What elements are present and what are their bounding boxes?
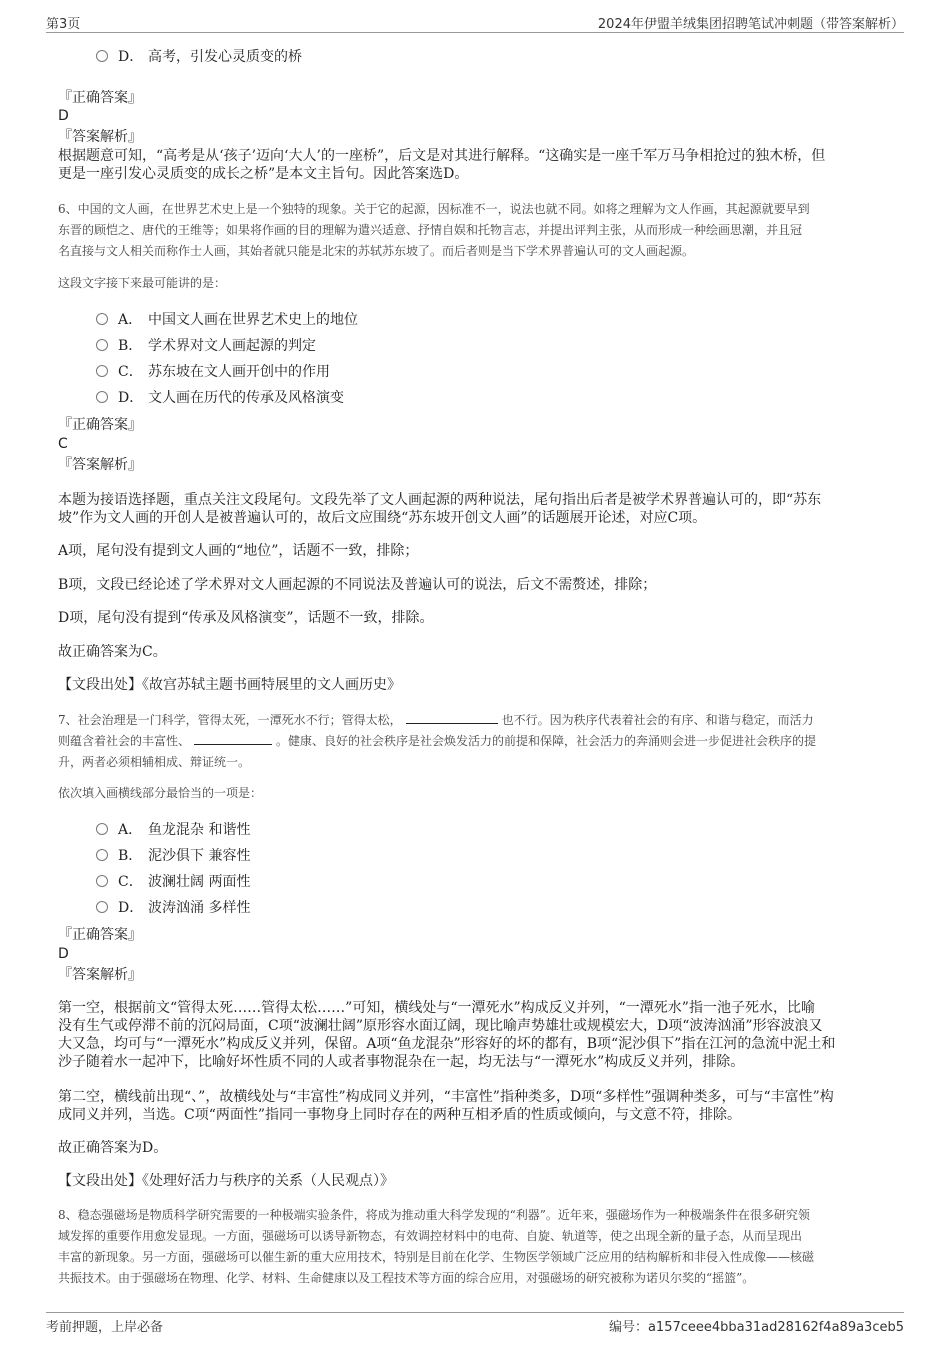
- analysis-label: 『答案解析』: [58, 457, 142, 473]
- q7-option-a[interactable]: A． 鱼龙混杂 和谐性: [96, 821, 250, 839]
- radio-icon[interactable]: [96, 823, 108, 835]
- q7-option-d[interactable]: D． 波涛汹涌 多样性: [96, 899, 250, 917]
- q7-prompt: 依次填入画横线部分最恰当的一项是：: [58, 786, 263, 800]
- q6-analysis-para-2: A项，尾句没有提到文人画的“地位”，话题不一致，排除；: [58, 543, 419, 559]
- radio-icon[interactable]: [96, 901, 108, 913]
- radio-icon[interactable]: [96, 313, 108, 325]
- q6-option-b[interactable]: B． 学术界对文人画起源的判定: [96, 337, 316, 355]
- page-header: [46, 12, 904, 33]
- q6-analysis-para-1: 本题为接语选择题，重点关注文段尾句。文段先举了文人画起源的两种说法，尾句指出后者是被学术界普遍认可的，即“苏东 坡”作为文人画的开创人是被普遍认可的，故后文应围绕“苏东坡开创文人画”的话题展开论述，对应C项。: [58, 492, 822, 526]
- q6-analysis-para-3: B项，文段已经论述了学术界对文人画起源的不同说法及普遍认可的说法，后文不需赘述，排除；: [58, 577, 657, 593]
- q7-option-c[interactable]: C． 波澜壮阔 两面性: [96, 873, 250, 891]
- radio-icon[interactable]: [96, 849, 108, 861]
- q6-prompt: 这段文字接下来最可能讲的是：: [58, 276, 227, 290]
- q7-answer: D: [58, 946, 69, 962]
- radio-icon[interactable]: [96, 875, 108, 887]
- answer-label: 『正确答案』: [58, 417, 142, 433]
- q8-stem: 8、稳态强磁场是物质科学研究需要的一种极端实验条件，将成为推动重大科学发现的“利器”。近年来，强磁场作为一种极端条件在很多研究领 域发挥的重要作用愈发显现。一方面，强磁场可以诱导新物态，有效调控材料中的电荷、自旋、轨道等，使之出现全新的量子态，从而呈现出 丰富的新现象。另一方面，强磁场可以催生新的重大应用技术，特别是目前在化学、生物医学领域广泛应用的结构解析和非侵入性成像——核磁 共振技术。由于强磁场在物理、化学、材料、生命健康以及工程技术等方面的综合应用，对强磁场的研究被称为诺贝尔奖的“摇篮”。: [58, 1208, 815, 1285]
- radio-icon[interactable]: [96, 50, 108, 62]
- fill-blank-2: [194, 731, 272, 745]
- page-number: 第3页: [46, 17, 81, 32]
- radio-icon[interactable]: [96, 391, 108, 403]
- page-footer: [46, 1312, 904, 1335]
- q5-answer: D: [58, 108, 69, 124]
- q7-analysis-para-1: 第一空，根据前文“管得太死……管得太松……”可知，横线处与“一潭死水”构成反义并列，“一潭死水”指一池子死水，比喻 没有生气或停滞不前的沉闷局面，C项“波澜壮阔”原形容水面辽阔，现比喻声势雄壮或规模宏大，D项“波涛汹涌”形容波浪又 大又急，均可与“一潭死水”构成反义并列，保留。A项“鱼龙混杂”形容好的坏的都有，B项“泥沙俱下”指在江河的急流中泥土和 沙子随着水一起冲下，比喻好坏性质不同的人或者事物混杂在一起，均无法与“一潭死水”构成反义并列，排除。: [58, 1000, 836, 1070]
- q7-stem: 7、社会治理是一门科学，管得太死，一潭死水不行；管得太松， 也不行。因为秩序代表着社会的有序、和谐与稳定，而活力 则蕴含着社会的丰富性、 。健康、良好的社会秩序是社会焕发活力的前提和保障，社会活力的奔涌则会进一步促进社会秩序的提 升，两者必须相辅相成、辩证统一。: [58, 710, 894, 773]
- q5-analysis: 根据题意可知，“高考是从‘孩子’迈向‘大人’的一座桥”，后文是对其进行解释。“这确实是一座千军万马争相抢过的独木桥，但 更是一座引发心灵质变的成长之桥”是本文主旨句。因此答案选D。: [58, 148, 826, 182]
- q6-answer: C: [58, 436, 68, 452]
- q6-analysis-conclusion: 故正确答案为C。: [58, 644, 167, 660]
- q6-stem: 6、中国的文人画，在世界艺术史上是一个独特的现象。关于它的起源，因标准不一，说法也就不同。如将之理解为文人作画，其起源就要早到 东晋的顾恺之、唐代的王维等；如果将作画的目的理解为遣兴适意、抒情自娱和托物言志，并提出评判主张，从而形成一种绘画思潮，并且冠 名直接与文人相关而称作士人画，其始者就只能是北宋的苏轼苏东坡了。而后者则是当下学术界普遍认可的文人画起源。: [58, 202, 810, 258]
- document-id: 编号：a157ceee4bba31ad28162f4a89a3ceb5: [608, 1320, 904, 1335]
- radio-icon[interactable]: [96, 365, 108, 377]
- q7-analysis-conclusion: 故正确答案为D。: [58, 1140, 168, 1156]
- q7-analysis-para-2: 第二空，横线前出现“、”，故横线处与“丰富性”构成同义并列，“丰富性”指种类多，D项“多样性”强调种类多，可与“丰富性”构 成同义并列，当选。C项“两面性”指同一事物身上同时存在的两种互相矛盾的性质或倾向，与文意不符，排除。: [58, 1089, 834, 1123]
- analysis-label: 『答案解析』: [58, 967, 142, 983]
- footer-slogan: 考前押题，上岸必备: [46, 1320, 164, 1335]
- radio-icon[interactable]: [96, 339, 108, 351]
- answer-label: 『正确答案』: [58, 90, 142, 106]
- q6-option-d[interactable]: D． 文人画在历代的传承及风格演变: [96, 389, 344, 407]
- answer-label: 『正确答案』: [58, 927, 142, 943]
- q6-source: 【文段出处】《故宫苏轼主题书画特展里的文人画历史》: [58, 677, 401, 693]
- analysis-label: 『答案解析』: [58, 129, 142, 145]
- q7-option-b[interactable]: B． 泥沙俱下 兼容性: [96, 847, 250, 865]
- q5-option-d[interactable]: D． 高考，引发心灵质变的桥: [96, 48, 302, 66]
- q6-option-c[interactable]: C． 苏东坡在文人画开创中的作用: [96, 363, 330, 381]
- q7-source: 【文段出处】《处理好活力与秩序的关系（人民观点）》: [58, 1173, 394, 1189]
- fill-blank-1: [406, 710, 498, 724]
- document-title: 2024年伊盟羊绒集团招聘笔试冲刺题（带答案解析）: [597, 17, 904, 32]
- q6-analysis-para-4: D项，尾句没有提到“传承及风格演变”，话题不一致，排除。: [58, 610, 434, 626]
- q6-option-a[interactable]: A． 中国文人画在世界艺术史上的地位: [96, 311, 358, 329]
